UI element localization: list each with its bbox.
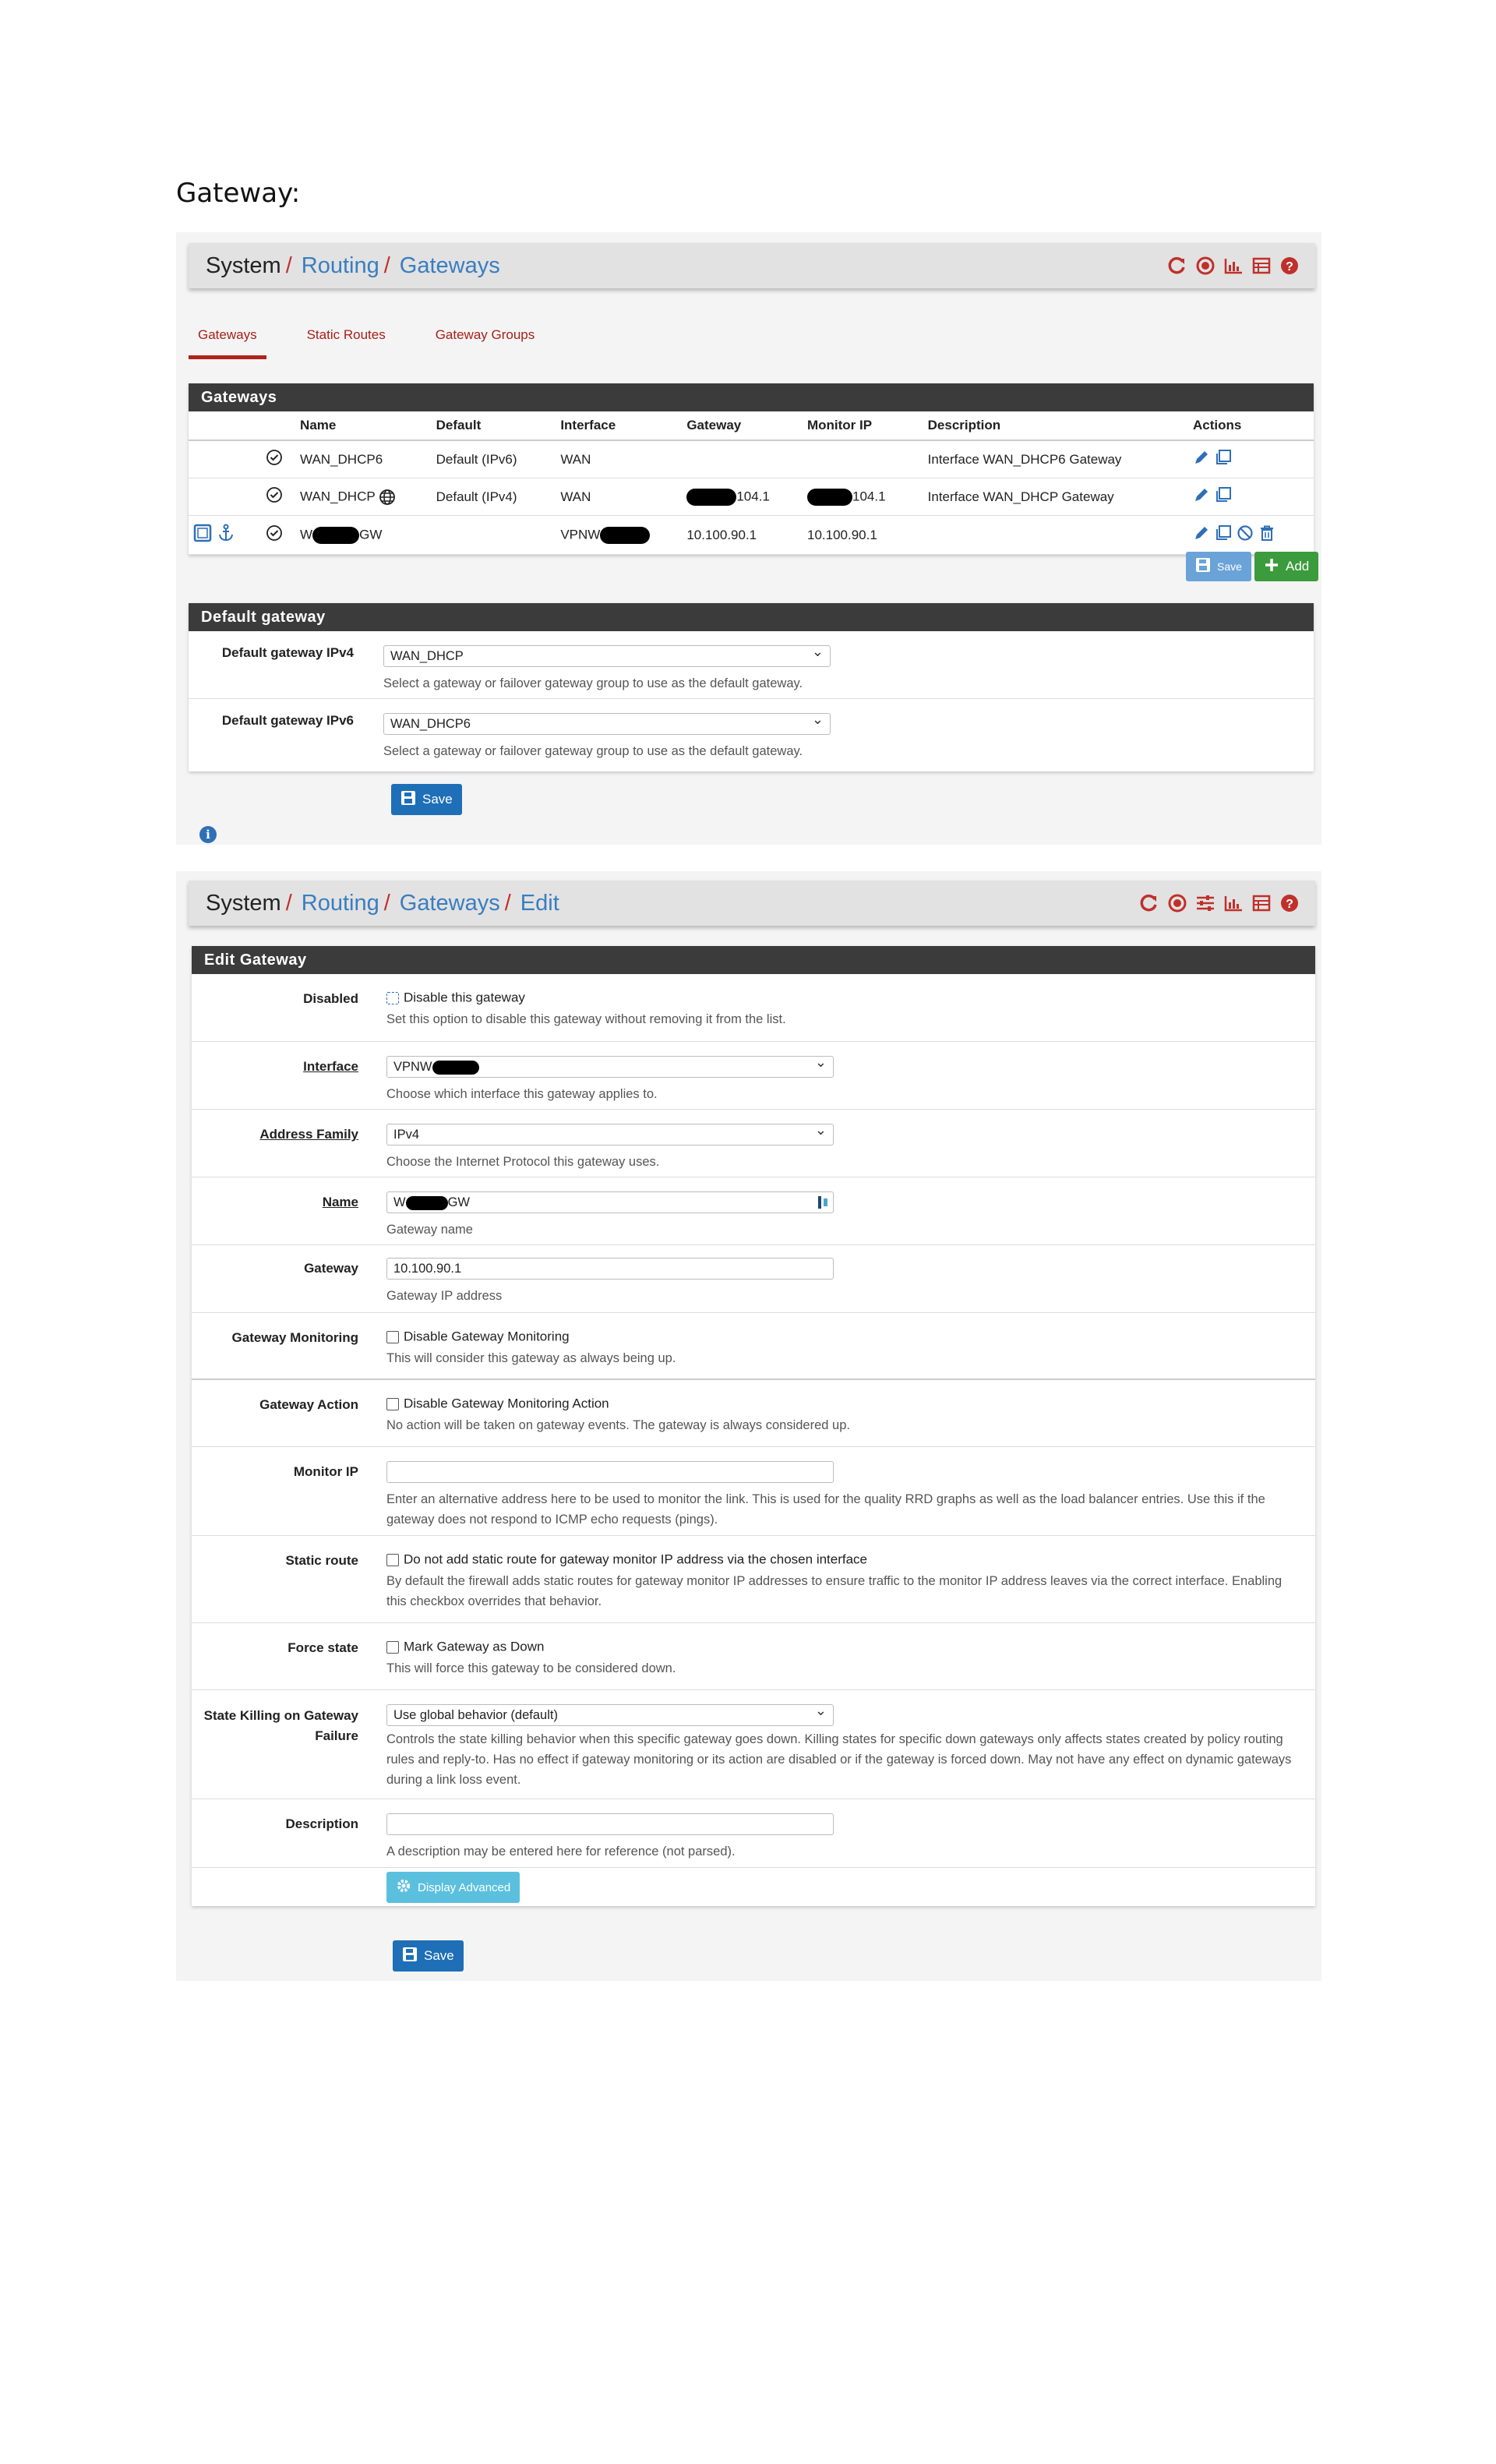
breadcrumb-system: System	[206, 890, 281, 916]
col-default[interactable]: Default	[432, 411, 556, 440]
save-order-button[interactable]	[1186, 552, 1251, 581]
online-status-icon	[266, 454, 283, 469]
edit-pencil-icon[interactable]	[1193, 486, 1210, 507]
table-icon[interactable]	[1250, 891, 1273, 915]
password-manager-icon[interactable]	[817, 1195, 828, 1216]
online-status-icon	[266, 530, 283, 545]
svg-text:?: ?	[1286, 898, 1293, 911]
row-name: WAN_DHCP	[300, 488, 376, 503]
gateways-table	[189, 411, 1314, 555]
breadcrumb-gateways[interactable]: Gateways	[399, 252, 500, 278]
tab-gateway-groups[interactable]: Gateway Groups	[435, 327, 535, 342]
copy-icon[interactable]	[1215, 449, 1232, 470]
col-actions: Actions	[1188, 411, 1314, 440]
document-heading: Gateway:	[176, 178, 301, 209]
table-row	[189, 440, 1314, 478]
row-description: Interface WAN_DHCP Gateway	[923, 478, 1188, 516]
tab-bar	[189, 323, 544, 359]
chart-icon[interactable]	[1222, 891, 1245, 915]
copy-icon[interactable]	[1215, 486, 1232, 507]
redaction-mark	[432, 1061, 479, 1075]
row-interface: VPNW	[560, 526, 601, 542]
disabled-row	[192, 974, 1315, 1042]
row-gateway	[682, 440, 803, 478]
breadcrumb-routing[interactable]: Routing	[301, 890, 379, 916]
gateway-monitoring-label: Gateway Monitoring	[231, 1330, 358, 1345]
static-route-label: Static route	[285, 1553, 358, 1568]
static-route-row	[192, 1536, 1315, 1623]
edit-gateway-screenshot	[176, 871, 1321, 1981]
description-row	[192, 1799, 1315, 1868]
interface-row	[192, 1042, 1315, 1110]
address-family-label: Address Family	[259, 1127, 358, 1142]
disable-gateway-checkbox-label: Disable this gateway	[404, 990, 525, 1005]
gateway-monitoring-help: This will consider this gateway as always being up.	[386, 1350, 676, 1365]
edit-pencil-icon[interactable]	[1193, 524, 1210, 545]
col-gateway[interactable]: Gateway	[682, 411, 803, 440]
mark-down-checkbox[interactable]	[386, 1641, 399, 1654]
name-input[interactable]	[386, 1191, 834, 1213]
tab-static-routes[interactable]: Static Routes	[306, 327, 386, 342]
add-gateway-button[interactable]	[1254, 552, 1318, 581]
address-family-help: Choose the Internet Protocol this gateway uses.	[386, 1155, 660, 1169]
redaction-mark	[406, 1196, 448, 1210]
name-row	[192, 1177, 1315, 1245]
no-static-route-checkbox-label: Do not add static route for gateway monitor IP address via the chosen interface	[404, 1551, 868, 1567]
row-default: Default (IPv6)	[432, 440, 556, 478]
state-killing-row	[192, 1690, 1315, 1799]
save-icon	[400, 790, 416, 810]
default-gateway-ipv4-help: Select a gateway or failover gateway group to use as the default gateway.	[383, 676, 803, 690]
description-input[interactable]	[386, 1813, 834, 1835]
monitor-ip-input[interactable]	[386, 1461, 834, 1483]
default-gateway-ipv6-label: Default gateway IPv6	[221, 713, 354, 728]
row-default: Default (IPv4)	[432, 478, 556, 516]
row-monitor-ip	[803, 440, 923, 478]
row-gateway: 104.1	[736, 488, 770, 503]
state-killing-help: Controls the state killing behavior when this specific gateway goes down. Killing states for specific down gateways only affects states created by policy routing rules and reply-to. Has no effect if gateway monitoring or its action are disabled or if the gateway is forced down. May not have any effect on dynamic gateways during a link loss event.	[386, 1732, 1292, 1787]
state-killing-label-line2: Failure	[315, 1728, 358, 1743]
display-advanced-label: Display Advanced	[418, 1880, 511, 1894]
anchor-icon[interactable]	[217, 524, 235, 546]
static-route-help: By default the firewall adds static routes for gateway monitor IP addresses to ensure traffic to the monitor IP address leaves via the correct interface. Enabling this checkbox overrides that behavior.	[386, 1573, 1283, 1608]
default-gateway-ipv6-help: Select a gateway or failover gateway group to use as the default gateway.	[383, 744, 803, 758]
description-label: Description	[285, 1816, 358, 1831]
table-icon[interactable]	[1250, 254, 1273, 277]
default-gateway-title: Default gateway	[189, 603, 1314, 631]
gateway-row	[192, 1245, 1315, 1313]
gateways-screenshot	[176, 232, 1321, 845]
breadcrumb-gateways[interactable]: Gateways	[399, 890, 500, 916]
default-gateway-ipv6-select[interactable]: WAN_DHCP6 ⌄	[383, 713, 831, 735]
disable-monitoring-checkbox[interactable]	[386, 1331, 399, 1343]
interface-select-value: VPNW	[393, 1060, 432, 1074]
description-help: A description may be entered here for reference (not parsed).	[386, 1844, 736, 1859]
interface-label: Interface	[303, 1059, 358, 1074]
table-row	[189, 516, 1314, 555]
name-label: Name	[322, 1195, 358, 1209]
save-gateway-button[interactable]	[393, 1940, 464, 1972]
table-row	[189, 478, 1314, 516]
row-default	[432, 516, 556, 555]
disabled-help: Set this option to disable this gateway without removing it from the list.	[386, 1011, 786, 1026]
disable-monitoring-action-checkbox[interactable]	[386, 1398, 399, 1410]
force-state-help: This will force this gateway to be considered down.	[386, 1661, 676, 1675]
disable-gateway-checkbox[interactable]	[386, 992, 399, 1004]
info-icon[interactable]: i	[199, 826, 217, 843]
row-monitor-ip: 104.1	[852, 488, 886, 503]
disable-ban-icon[interactable]	[1237, 524, 1254, 545]
help-icon[interactable]	[1278, 891, 1301, 915]
name-input-suffix: GW	[447, 1195, 470, 1209]
edit-gateway-title: Edit Gateway	[192, 946, 1315, 974]
monitor-ip-label: Monitor IP	[293, 1464, 358, 1479]
breadcrumb-edit[interactable]: Edit	[520, 890, 559, 916]
stop-icon[interactable]	[1194, 254, 1217, 277]
chart-icon[interactable]	[1222, 254, 1245, 277]
tab-gateways[interactable]: Gateways	[189, 323, 266, 359]
save-label: Save	[422, 792, 453, 807]
gateways-panel	[189, 383, 1314, 555]
plus-icon	[1264, 557, 1279, 577]
breadcrumb-system: System	[206, 252, 281, 278]
redaction-mark	[600, 527, 650, 544]
help-icon[interactable]	[1278, 254, 1301, 277]
default-gateway-ipv4-label: Default gateway IPv4	[221, 645, 354, 660]
disable-monitoring-action-checkbox-label: Disable Gateway Monitoring Action	[404, 1396, 609, 1411]
disable-monitoring-checkbox-label: Disable Gateway Monitoring	[404, 1329, 570, 1344]
add-label: Add	[1286, 559, 1310, 574]
stop-icon[interactable]	[1166, 891, 1189, 915]
row-monitor-ip: 10.100.90.1	[803, 516, 923, 555]
state-killing-label-line1: State Killing on Gateway	[203, 1708, 358, 1723]
sliders-icon[interactable]	[1194, 891, 1217, 915]
gateway-action-label: Gateway Action	[259, 1397, 358, 1412]
gateway-action-row	[192, 1380, 1315, 1447]
mark-down-checkbox-label: Mark Gateway as Down	[404, 1639, 545, 1654]
breadcrumb: System / Routing / Gateways ?	[189, 243, 1315, 288]
copy-icon[interactable]	[1215, 524, 1232, 545]
svg-text:?: ?	[1286, 260, 1293, 274]
col-interface[interactable]: Interface	[556, 411, 682, 440]
gateway-input[interactable]: 10.100.90.1	[386, 1258, 834, 1280]
default-gateway-panel	[189, 603, 1314, 771]
globe-icon	[379, 489, 396, 503]
save-label: Save	[424, 1948, 454, 1963]
reload-icon[interactable]	[1166, 254, 1189, 277]
reload-icon[interactable]	[1138, 891, 1161, 915]
save-default-gateway-button[interactable]	[391, 784, 462, 815]
row-gateway: 10.100.90.1	[682, 516, 803, 555]
row-name-suffix: GW	[359, 526, 383, 542]
edit-pencil-icon[interactable]	[1193, 449, 1210, 470]
redaction-mark	[312, 527, 359, 544]
default-gateway-ipv4-row	[189, 631, 1314, 699]
gateway-action-help: No action will be taken on gateway events. The gateway is always considered up.	[386, 1417, 850, 1432]
save-icon	[402, 1947, 418, 1966]
display-advanced-button[interactable]	[386, 1872, 520, 1903]
row-interface: WAN	[556, 478, 682, 516]
gear-icon	[396, 1878, 411, 1897]
state-killing-label	[192, 1706, 358, 1746]
col-monitor-ip[interactable]: Monitor IP	[803, 411, 923, 440]
trash-icon[interactable]	[1258, 524, 1275, 545]
interface-help: Choose which interface this gateway applies to.	[386, 1087, 658, 1101]
redaction-mark	[686, 489, 736, 506]
row-description	[923, 516, 1188, 555]
save-icon	[1195, 557, 1211, 577]
name-help: Gateway name	[386, 1223, 473, 1237]
disabled-label: Disabled	[303, 991, 358, 1006]
address-family-row	[192, 1110, 1315, 1177]
gateway-label: Gateway	[304, 1261, 358, 1276]
online-status-icon	[266, 492, 283, 507]
gateway-monitoring-row	[192, 1313, 1315, 1380]
breadcrumb-routing[interactable]: Routing	[301, 252, 379, 278]
no-static-route-checkbox[interactable]	[386, 1554, 399, 1566]
row-name-prefix: W	[300, 526, 313, 542]
save-order-label: Save	[1217, 560, 1242, 573]
breadcrumb: System / Routing / Gateways / Edit ?	[189, 881, 1315, 926]
monitor-ip-row	[192, 1447, 1315, 1536]
gateway-help: Gateway IP address	[386, 1289, 503, 1303]
monitor-ip-help: Enter an alternative address here to be used to monitor the link. This is used for the quality RRD graphs as well as the load balancer entries. Use this if the gateway does not respond to ICMP echo requests (pings).	[386, 1492, 1265, 1527]
address-family-select[interactable]: IPv4 ⌄	[386, 1124, 834, 1146]
row-interface: WAN	[556, 440, 682, 478]
force-state-row	[192, 1623, 1315, 1690]
row-description: Interface WAN_DHCP6 Gateway	[923, 440, 1188, 478]
default-gateway-ipv4-select[interactable]: WAN_DHCP ⌄	[383, 645, 831, 667]
col-description[interactable]: Description	[923, 411, 1188, 440]
name-input-prefix: W	[393, 1195, 406, 1209]
force-state-label: Force state	[288, 1640, 358, 1655]
interface-select[interactable]	[386, 1056, 834, 1078]
edit-gateway-panel	[192, 946, 1315, 1906]
row-name: WAN_DHCP6	[295, 440, 432, 478]
gateways-panel-title: Gateways	[189, 383, 1314, 411]
default-gateway-ipv6-row	[189, 699, 1314, 771]
redaction-mark	[807, 489, 852, 506]
state-killing-select[interactable]: Use global behavior (default) ⌄	[386, 1704, 834, 1726]
col-name[interactable]: Name	[295, 411, 432, 440]
select-row-checkbox-icon[interactable]	[193, 524, 212, 546]
